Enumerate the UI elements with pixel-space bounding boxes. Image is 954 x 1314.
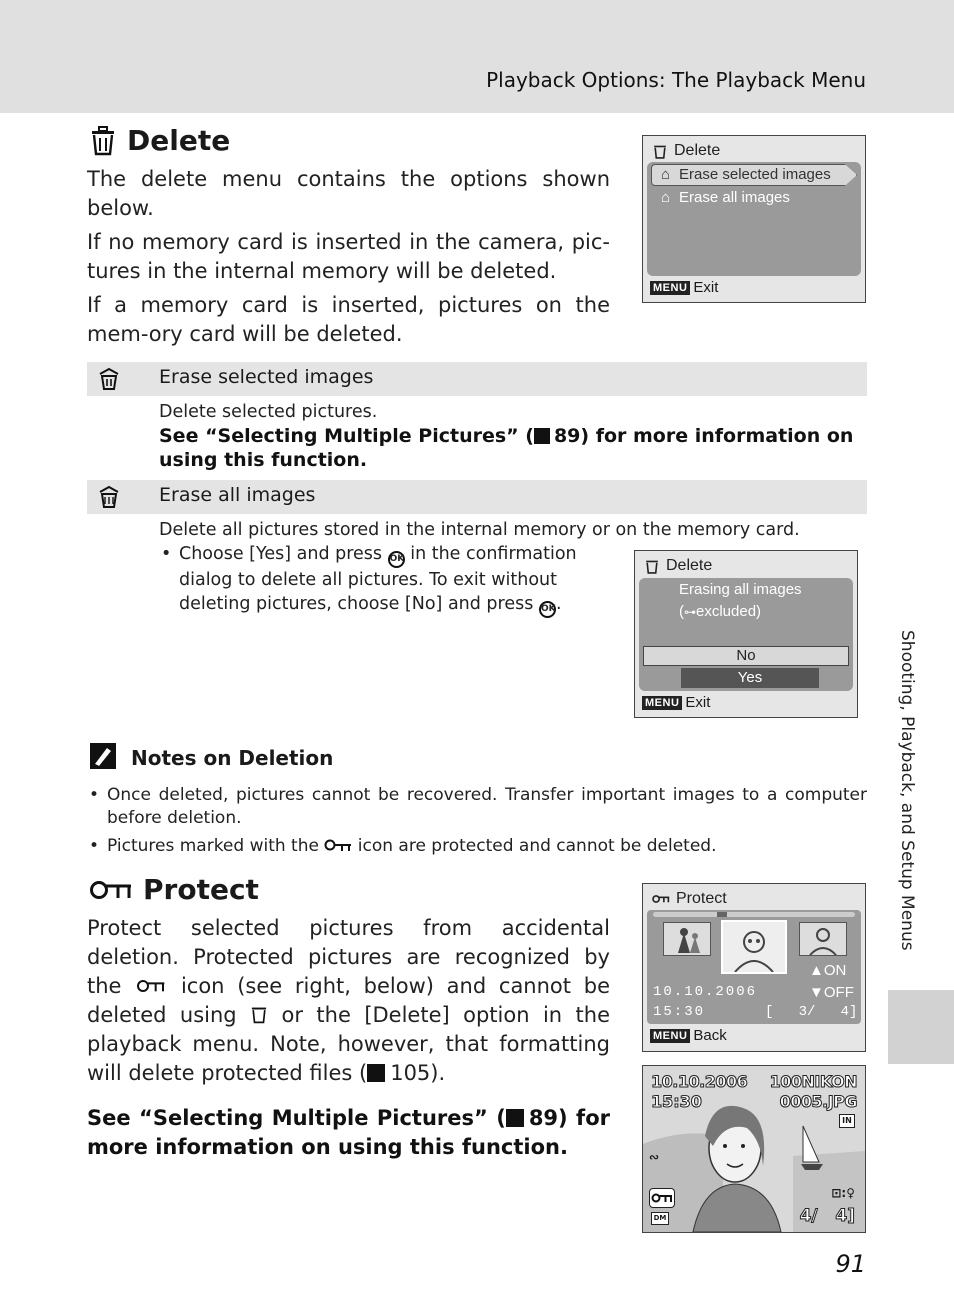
key-icon: ⊶ — [684, 605, 696, 619]
on-label: ON — [823, 962, 847, 979]
protected-photo-screen — [642, 1065, 866, 1233]
running-header: Playback Options: The Playback Menu — [486, 68, 866, 92]
menu-item-label: Erase all images — [679, 189, 790, 206]
see-text: See “Selecting Multiple Pictures” ( — [159, 425, 534, 447]
line2-pre: ( — [679, 603, 684, 620]
exit-label: Exit — [693, 279, 719, 296]
screen-date: 10.10.2006 — [653, 984, 758, 1000]
exit-hint — [642, 694, 710, 711]
page-number: 91 — [835, 1250, 866, 1278]
exit-hint — [650, 279, 718, 296]
menu-badge: MENU — [642, 696, 682, 710]
dialog-panel — [639, 578, 853, 691]
side-tab-label — [883, 630, 931, 980]
back-label: Back — [693, 1027, 727, 1044]
thumbnail-panel — [647, 910, 861, 1024]
screen-title — [652, 142, 720, 160]
note-text-b: icon are protected and cannot be deleted. — [357, 836, 717, 856]
protect-text-a: Protect selected pictures from accidental deletion. Protected pictures are recognized by the — [87, 916, 610, 998]
screen-counter: [ 3/ 4] — [765, 1004, 858, 1020]
protect-text-b: icon (see right, below) and cannot be deleted using — [87, 974, 610, 1027]
screen-title-text: Protect — [676, 890, 727, 907]
battery-icon: ∾ — [649, 1150, 660, 1164]
erase-all-icon: ⌂ — [661, 189, 671, 206]
reference-icon — [534, 428, 550, 444]
protect-heading — [89, 873, 259, 906]
bullet-dot: • — [161, 544, 172, 564]
erase-all-desc: Delete all pictures stored in the internal memory or on the memory card. — [159, 520, 800, 540]
menu-item-erase-selected[interactable] — [661, 166, 831, 183]
side-thumb-tab — [888, 990, 954, 1064]
option-erase-all-label: Erase all images — [159, 484, 316, 506]
side-tab-text: Shooting, Playback, and Setup Menus — [897, 630, 917, 951]
photo-date: 10.10.2006 — [651, 1072, 748, 1091]
trash-icon — [89, 126, 117, 156]
delete-para-3: If a memory card is inserted, pictures on the mem-ory card will be deleted. — [87, 293, 610, 346]
back-hint — [650, 1027, 727, 1044]
photo-time: 15:30 — [651, 1092, 702, 1111]
delete-heading — [89, 124, 230, 157]
screen-title — [652, 890, 727, 908]
erase-selected-icon — [96, 366, 122, 392]
protect-screen — [642, 883, 866, 1052]
notes-title: Notes on Deletion — [131, 746, 334, 770]
page-ref: 105 — [390, 1061, 431, 1085]
dialog-line-2 — [679, 603, 761, 620]
trash-icon — [652, 143, 668, 159]
note-text: Once deleted, pictures cannot be recovered. Transfer important images to a computer before deletion. — [107, 785, 867, 828]
menu-panel — [647, 162, 861, 276]
erase-confirm-screen — [634, 550, 858, 718]
photo-counter: 4/ 4] — [799, 1206, 855, 1226]
screen-title — [644, 557, 712, 575]
see-text-suffix: ) for more information on using this function. — [87, 1106, 610, 1159]
screen-time: 15:30 — [653, 1004, 706, 1020]
menu-item-erase-all[interactable] — [661, 189, 790, 206]
protect-key-icon — [89, 878, 133, 902]
page-ref: 89 — [553, 425, 581, 447]
voice-memo-icon: ⊡:♀ — [831, 1186, 855, 1200]
protect-key-icon — [652, 894, 670, 904]
thumbnail-3[interactable] — [799, 922, 847, 956]
note-icon — [89, 742, 117, 770]
bullet-text-a: Choose [Yes] and press — [179, 544, 383, 564]
reference-icon — [367, 1064, 385, 1082]
off-option[interactable]: ▼OFF — [809, 984, 854, 1001]
erase-selected-desc: Delete selected pictures. — [159, 402, 378, 422]
note-item-1 — [87, 784, 867, 830]
screen-title-text: Delete — [674, 142, 721, 159]
option-erase-selected-label: Erase selected images — [159, 366, 374, 388]
bullet-text-c: . — [555, 594, 562, 614]
protect-see-also — [87, 1104, 610, 1162]
scroll-bar[interactable] — [653, 912, 855, 917]
protect-key-icon — [324, 838, 352, 852]
protect-text-c: or the [Delete] option in the playback menu. Note, however, that formatting will delete protected files ( — [87, 1003, 610, 1085]
trash-icon — [644, 558, 660, 574]
note-item-2 — [87, 835, 867, 858]
delete-title: Delete — [127, 124, 231, 157]
protect-text-d: ). — [430, 1061, 446, 1085]
delete-para-2: If no memory card is inserted in the camera, pic-tures in the internal memory will be deleted. — [87, 230, 610, 283]
erase-selected-see-also — [159, 424, 864, 472]
page-ref: 89 — [528, 1106, 559, 1130]
off-label: OFF — [823, 984, 854, 1001]
ok-button-icon: OK — [388, 551, 405, 568]
bullet-text-b: in the confirmation dialog to delete all pictures. To exit without deleting pictures, choose [No] and press — [179, 544, 577, 614]
scroll-thumb[interactable] — [717, 912, 727, 917]
erase-all-icon — [96, 484, 122, 510]
erase-selected-icon: ⌂ — [661, 166, 671, 183]
photo-folder: 100NIKON — [769, 1072, 857, 1091]
on-option[interactable]: ▲ON — [809, 962, 847, 979]
no-option[interactable]: No — [643, 646, 849, 666]
reference-icon — [506, 1109, 524, 1127]
see-text: See “Selecting Multiple Pictures” ( — [87, 1106, 506, 1130]
yes-option[interactable]: Yes — [681, 668, 819, 688]
thumbnail-2-selected[interactable] — [721, 920, 787, 974]
exit-label: Exit — [685, 694, 711, 711]
protect-key-icon — [134, 978, 168, 994]
delete-menu-screen — [642, 135, 866, 303]
internal-memory-icon: IN — [839, 1114, 855, 1128]
bullet-dot: • — [89, 785, 100, 805]
trash-icon — [250, 1004, 268, 1024]
thumbnail-1[interactable] — [663, 922, 711, 956]
menu-badge: MENU — [650, 281, 690, 295]
header-band — [0, 0, 954, 113]
ok-button-icon: OK — [539, 601, 556, 618]
protect-title: Protect — [143, 873, 259, 906]
print-order-icon: DM — [651, 1212, 669, 1225]
see-text-suffix: ) for more information on using this function. — [159, 425, 854, 471]
note-text-a: Pictures marked with the — [107, 836, 319, 856]
bullet-dot: • — [89, 836, 100, 856]
protected-key-icon — [649, 1188, 675, 1208]
protect-para — [87, 914, 610, 1088]
menu-item-label: Erase selected images — [679, 166, 831, 183]
menu-badge: MENU — [650, 1029, 690, 1043]
photo-file: 0005.JPG — [779, 1092, 857, 1111]
screen-title-text: Delete — [666, 557, 713, 574]
delete-para-1: The delete menu contains the options shown below. — [87, 167, 610, 220]
dialog-line-1: Erasing all images — [679, 581, 802, 598]
erase-all-bullet — [159, 542, 599, 618]
line2-post: excluded) — [696, 603, 762, 620]
